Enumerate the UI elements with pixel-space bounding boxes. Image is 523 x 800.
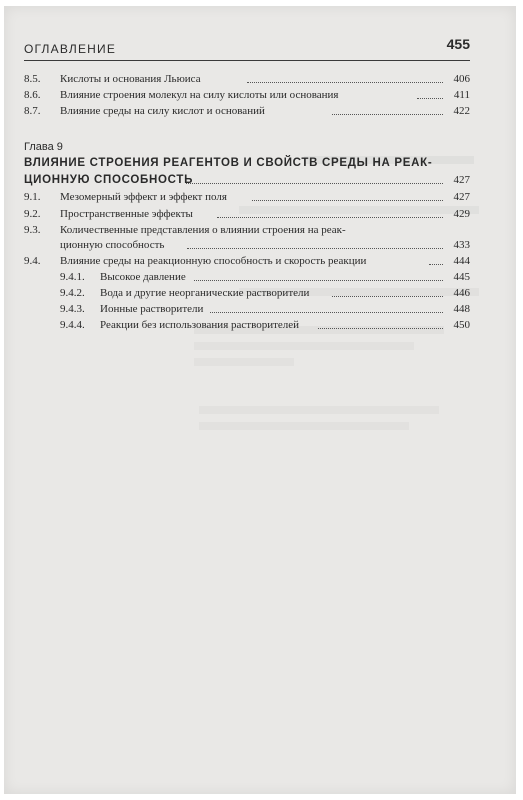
show-through-6 — [194, 358, 294, 366]
toc-subentry-text: Ионные растворители — [100, 303, 204, 315]
toc-leader-dots — [186, 183, 443, 184]
toc-subentry-page: 450 — [453, 319, 470, 331]
chapter-page: 427 — [453, 174, 470, 186]
toc-subentry-number: 9.4.4. — [60, 319, 85, 331]
toc-entry-8-5 — [24, 71, 470, 87]
toc-subentry-9-4-4 — [24, 317, 470, 333]
toc-entry-text-continued: ционную способность — [60, 239, 165, 251]
book-page — [4, 6, 516, 794]
toc-leader-dots — [187, 248, 443, 249]
toc-subentry-number: 9.4.1. — [60, 271, 85, 283]
toc-entry-page: 406 — [453, 73, 470, 85]
toc-entry-text: Пространственные эффекты — [60, 208, 193, 220]
toc-leader-dots — [332, 114, 443, 115]
running-header — [24, 30, 470, 61]
toc-leader-dots — [217, 217, 443, 218]
toc-entry-page: 433 — [453, 239, 470, 251]
toc-entry-page: 427 — [453, 191, 470, 203]
toc-subentry-page: 446 — [453, 287, 470, 299]
toc-subentry-page: 448 — [453, 303, 470, 315]
toc-entry-page: 422 — [453, 105, 470, 117]
show-through-5 — [194, 342, 414, 350]
chapter-title-line-2: ЦИОННУЮ СПОСОБНОСТЬ — [24, 174, 194, 186]
header-page-number: 455 — [446, 36, 470, 52]
toc-entry-number: 9.1. — [24, 191, 41, 203]
toc-entry-number: 9.3. — [24, 224, 41, 236]
toc-entry-9-3 — [24, 222, 470, 238]
chapter-title-line-1: ВЛИЯНИЕ СТРОЕНИЯ РЕАГЕНТОВ И СВОЙСТВ СРЕДЫ НА РЕАК- — [24, 157, 433, 169]
toc-leader-dots — [247, 82, 443, 83]
toc-entry-page: 411 — [453, 89, 470, 101]
toc-subentry-number: 9.4.3. — [60, 303, 85, 315]
toc-leader-dots — [417, 98, 443, 99]
toc-entry-number: 8.5. — [24, 73, 41, 85]
toc-subentry-text: Вода и другие неорганические растворители — [100, 287, 310, 299]
toc-entry-8-6 — [24, 87, 470, 103]
show-through-7 — [199, 406, 439, 414]
toc-subentry-9-4-3 — [24, 301, 470, 317]
toc-subentry-page: 445 — [453, 271, 470, 283]
toc-entry-number: 9.2. — [24, 208, 41, 220]
toc-subentry-text: Реакции без использования растворителей — [100, 319, 300, 331]
toc-entry-text: Количественные представления о влиянии строения на реак- — [60, 224, 346, 236]
toc-leader-dots — [332, 296, 443, 297]
toc-entry-9-3-continued — [24, 237, 470, 253]
toc-leader-dots — [252, 200, 443, 201]
toc-subentry-text: Высокое давление — [100, 271, 186, 283]
toc-entry-number: 9.4. — [24, 255, 41, 267]
header-title: ОГЛАВЛЕНИЕ — [24, 42, 117, 56]
toc-entry-9-2 — [24, 206, 470, 222]
toc-entry-text: Влияние среды на силу кислот и оснований — [60, 105, 265, 117]
toc-subentry-9-4-1 — [24, 269, 470, 285]
toc-entry-page: 429 — [453, 208, 470, 220]
toc-entry-number: 8.7. — [24, 105, 41, 117]
toc-entry-text: Влияние строения молекул на силу кислоты или основания — [60, 89, 339, 101]
toc-leader-dots — [318, 328, 443, 329]
chapter-title-row-2 — [24, 172, 470, 188]
toc-entry-number: 8.6. — [24, 89, 41, 101]
toc-entry-8-7 — [24, 103, 470, 119]
toc-entry-text: Влияние среды на реакционную способность и скорость реакции — [60, 255, 367, 267]
toc-subentry-number: 9.4.2. — [60, 287, 85, 299]
toc-entry-page: 444 — [453, 255, 470, 267]
toc-leader-dots — [210, 312, 443, 313]
toc-leader-dots — [429, 264, 443, 265]
toc-entry-9-4 — [24, 253, 470, 269]
toc-entry-text: Кислоты и основания Льюиса — [60, 73, 201, 85]
toc-entry-text: Мезомерный эффект и эффект поля — [60, 191, 227, 203]
chapter-label: Глава 9 — [24, 141, 63, 153]
toc-subentry-9-4-2 — [24, 285, 470, 301]
show-through-8 — [199, 422, 409, 430]
toc-entry-9-1 — [24, 189, 470, 205]
toc-leader-dots — [194, 280, 443, 281]
